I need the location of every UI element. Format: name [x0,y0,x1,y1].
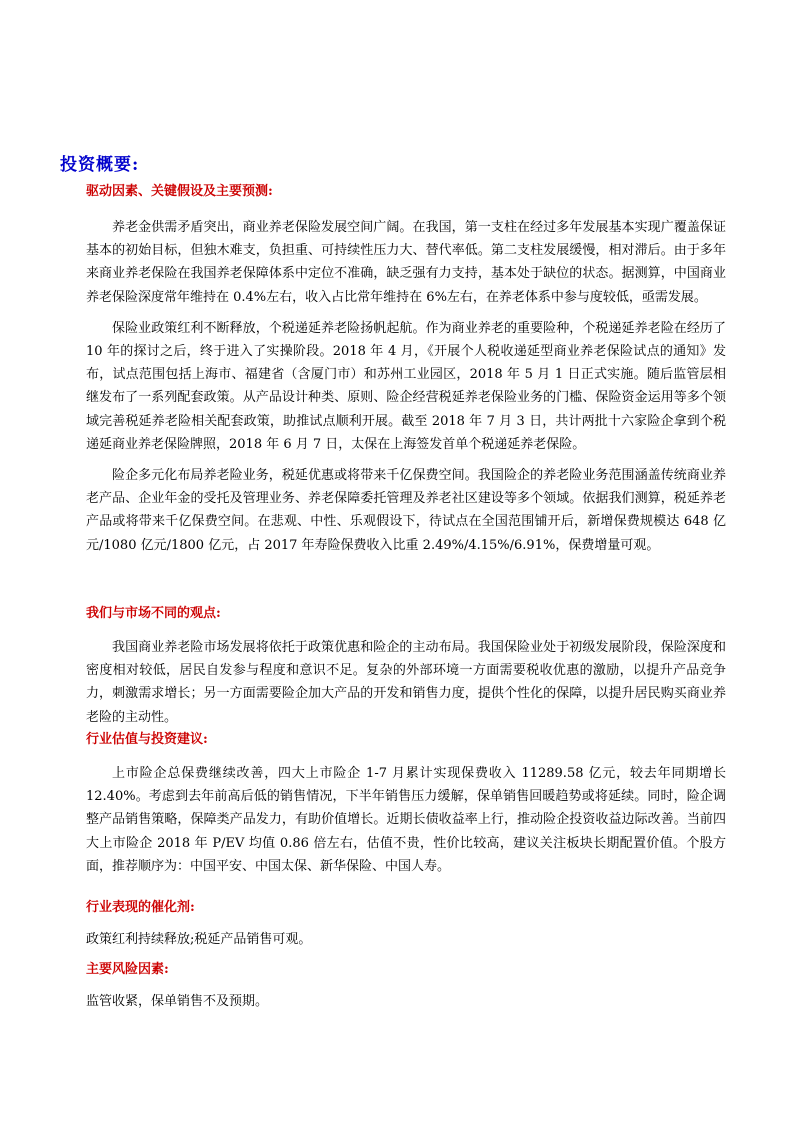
drivers-paragraph-1: 养老金供需矛盾突出，商业养老保险发展空间广阔。在我国，第一支柱在经过多年发展基本实现广覆盖保证基本的初始目标，但独木难支，负担重、可持续性压力大、替代率低。第二支柱发展缓慢，相对滞后。由于多年来商业养老保险在我国养老保障体系中定位不准确，缺乏强有力支持，基本处于缺位的状态。据测算，中国商业养老保险深度常年维持在 0.4%左右，收入占比常年维持在 6%左右，在养老体系中参与度较低，亟需发展。 [86,220,726,305]
valuation-paragraph-1: 上市险企总保费继续改善，四大上市险企 1-7 月累计实现保费收入 11289.58 亿元，较去年同期增长 12.40%。考虑到去年前高后低的销售情况，下半年销售压力缓解，保单销售回暖趋势或将延续。同时，险企调整产品销售策略，保障类产品发力，有助价值增长。近期长债收益率上行，推动险企投资收益边际改善。当前四大上市险企 2018 年 P/EV 均值 0.86 倍左右，估值不贵，性价比较高，建议关注板块长期配置价值。个股方面，推荐顺序为：中国平安、中国太保、新华保险、中国人寿。 [86,766,726,874]
views-section-title: 我们与市场不同的观点: [86,606,221,621]
risks-section-title: 主要风险因素: [86,962,169,977]
views-paragraph-1: 我国商业养老险市场发展将依托于政策优惠和险企的主动布局。我国保险业处于初级发展阶段，保险深度和密度相对较低，居民自发参与程度和意识不足。复杂的外部环境一方面需要税收优惠的激励，以提升产品竞争力，刺激需求增长；另一方面需要险企加大产品的开发和销售力度，提供个性化的保障，以提升居民购买商业养老险的主动性。 [86,640,726,725]
views-section [86,604,726,729]
risks-text: 监管收紧，保单销售不及预期。 [86,994,269,1009]
catalysts-section [86,898,726,951]
investment-summary-heading: 投资概要: [60,155,140,175]
catalysts-section-title: 行业表现的催化剂: [86,900,195,915]
valuation-section [86,730,726,878]
drivers-section [86,182,726,557]
valuation-section-title: 行业估值与投资建议: [86,732,208,747]
risks-section [86,960,726,1013]
drivers-section-title: 驱动因素、关键假设及主要预测: [86,184,273,199]
drivers-paragraph-2: 保险业政策红利不断释放，个税递延养老险扬帆起航。作为商业养老的重要险种，个税递延养老险在经历了 10 年的探讨之后，终于进入了实操阶段。2018 年 4 月，《开展个人税收递延型商业养老保险试点的通知》发布，试点范围包括上海市、福建省（含厦门市）和苏州工业园区，2018 年 5 月 1 日正式实施。随后监管层相继发布了一系列配套政策。从产品设计种类、原则、险企经营税延养老保险业务的门槛、保险资金运用等多个领域完善税延养老险相关配套政策，助推试点顺利开展。截至 2018 年 7 月 3 日，共计两批十六家险企拿到个税递延商业养老保险牌照，2018 年 6 月 7 日，太保在上海签发首单个税递延养老保险。 [86,320,726,452]
drivers-paragraph-3: 险企多元化布局养老险业务，税延优惠或将带来千亿保费空间。我国险企的养老险业务范围涵盖传统商业养老产品、企业年金的受托及管理业务、养老保障委托管理及养老社区建设等多个领域。依据我们测算，税延养老产品或将带来千亿保费空间。在悲观、中性、乐观假设下，待试点在全国范围铺开后，新增保费规模达 648 亿元/1080 亿元/1800 亿元，占 2017 年寿险保费收入比重 2.49%/4.15%/6.91%，保费增量可观。 [86,468,726,553]
catalysts-text: 政策红利持续释放;税延产品销售可观。 [86,932,312,947]
